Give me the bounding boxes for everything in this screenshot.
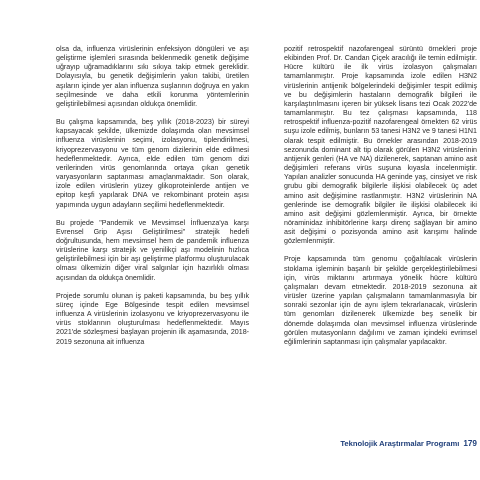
paragraph: Proje kapsamında tüm genomu çoğaltılacak virüslerin stoklama işleminin başarılı bir şekilde gerçekleştirilebilmesi için, virüs miktarını artırmaya yönelik hücre kültürü çalışmaları devam etmektedir. 2018-2019 sezonuna ait virüsler üzerine yapılan çalışmaların tamamlanmasıyla bir sonraki sezonlar için de aynı işlem tekrarlanacak, virüslerin tüm genomları dizilenerek ülkemizde beş senelik bir dönemde dolaşımda olan mevsimsel influenza virüslerinde görülen mutasyonların dağılımı ve zaman içindeki evrimsel eğilimlerinin saptanması için çalışmalar yapılacaktır.: [284, 255, 477, 346]
right-text-column: [284, 45, 477, 356]
page-number: 179: [463, 439, 477, 448]
paragraph: Projede sorumlu olunan iş paketi kapsamında, bu beş yıllık süreç içinde Ege Bölgesinde tespit edilen mevsimsel influenza A virüslerinin izolasyonu ve kriyoprezervasyonu ile virüs stoklarının oluşturulması hedeflenmektedir. Mayıs 2021'de sözleşmesi başlayan projenin ilk aşamasında, 2018-2019 sezonuna ait influenza: [56, 291, 249, 346]
paragraph: olsa da, influenza virüslerinin enfeksiyon döngüleri ve aşı geliştirme işlemleri sırasında beklenmedik genetik değişime uğrayıp uğramadıklarını sıkı sıkıya takip etmek gereklidir. Dolayısıyla, bu genetik değişimlerin yakın takibi, üretilen aşıların içinde yer alan influenza suşlarının doğruya en yakın seçilmesinde ve daha etkili korunma yöntemlerinin geliştirilebilmesi açısından oldukça önemlidir.: [56, 45, 249, 108]
page-footer: [284, 439, 477, 448]
paragraph: Bu çalışma kapsamında, beş yıllık (2018-2023) bir süreyi kapsayacak şekilde, ülkemizde dolaşımda olan mevsimsel influenza virüslerinin seçimi, izolasyonu, tiplendirilmesi, kriyoprezervasyonu ve tüm genom dizilerinin elde edilmesi hedeflenmektedir. Ayrıca, elde edilen tüm genom dizi verilerinden virüs genomlarında ortaya çıkan genetik varyasyonların saptanması amaçlanmaktadır. Son olarak, izole edilen virüslerin yüzey glikoproteinlerde antijen ve epitop keşfi yapılarak DNA ve rekombinant protein aşısı yapımında uygun adayların seçilimi hedeflenmektedir.: [56, 118, 249, 209]
left-text-column: [56, 45, 249, 356]
paragraph: pozitif retrospektif nazofarengeal sürüntü örnekleri proje ekibinden Prof. Dr. Candan Çiçek aracılığı ile temin edilmiştir. Hücre kültürü ile ilk virüs izolasyon çalışmaları tamamlanmıştır. Proje kapsamında izole edilen H3N2 virüslerinin antijenik bölgelerindeki değişimler tespit edilmiş ve bu değişimlerin hastaların demografik bilgileri ile karşılaştırılmasını içeren bir yüksek lisans tezi Ocak 2022'de tamamlanmıştır. Bu tez çalışması kapsamında, 118 retrospektif influenza-pozitif nazofarengeal örnekten 62 virüs suşu izole edilmiş, bunların 53 tanesi H3N2 ve 9 tanesi H1N1 olarak tespit edilmiştir. Bu örnekler arasından 2018-2019 sezonunda dominant alt tip olarak görülen H3N2 virüslerinin antijenik genleri (HA ve NA) dizilenerek, saptanan amino asit değişimleri referans virüs suşuna kıyasla incelenmiştir. Yapılan analizler sonucunda HA geninde yaş, cinsiyet ve risk grubu gibi demografik bilgilerle ilişkisi olabilecek üç adet amino asit değişimine rastlanmıştır. H3N2 virüslerinin NA genlerinde ise demografik bilgiler ile ilişkisi olabilecek iki amino asit değişimi gözlemlenmiştir. Ayrıca, bir örnekte nöraminidaz inhibitörlerine karşı direnç sağlayan bir amino asit değişimi o pozisyonda amino asit karışımı halinde gözlemlenmiştir.: [284, 45, 477, 246]
paragraph: Bu projede "Pandemik ve Mevsimsel İnfluenza'ya karşı Evrensel Grip Aşısı Geliştirilmesi" stratejik hedefi doğrultusunda, hem mevsimsel hem de pandemik influenza virüslerine karşı stratejik ve yenilikçi aşı modelinin hızlıca geliştirilebilmesi için bir aşı geliştirme platformu oluşturulacak olması ülkemizin diğer viral salgınlar için hazırlıklı olması açısından da oldukça önemlidir.: [56, 218, 249, 282]
footer-section-title: Teknolojik Araştırmalar Programı: [340, 439, 460, 448]
